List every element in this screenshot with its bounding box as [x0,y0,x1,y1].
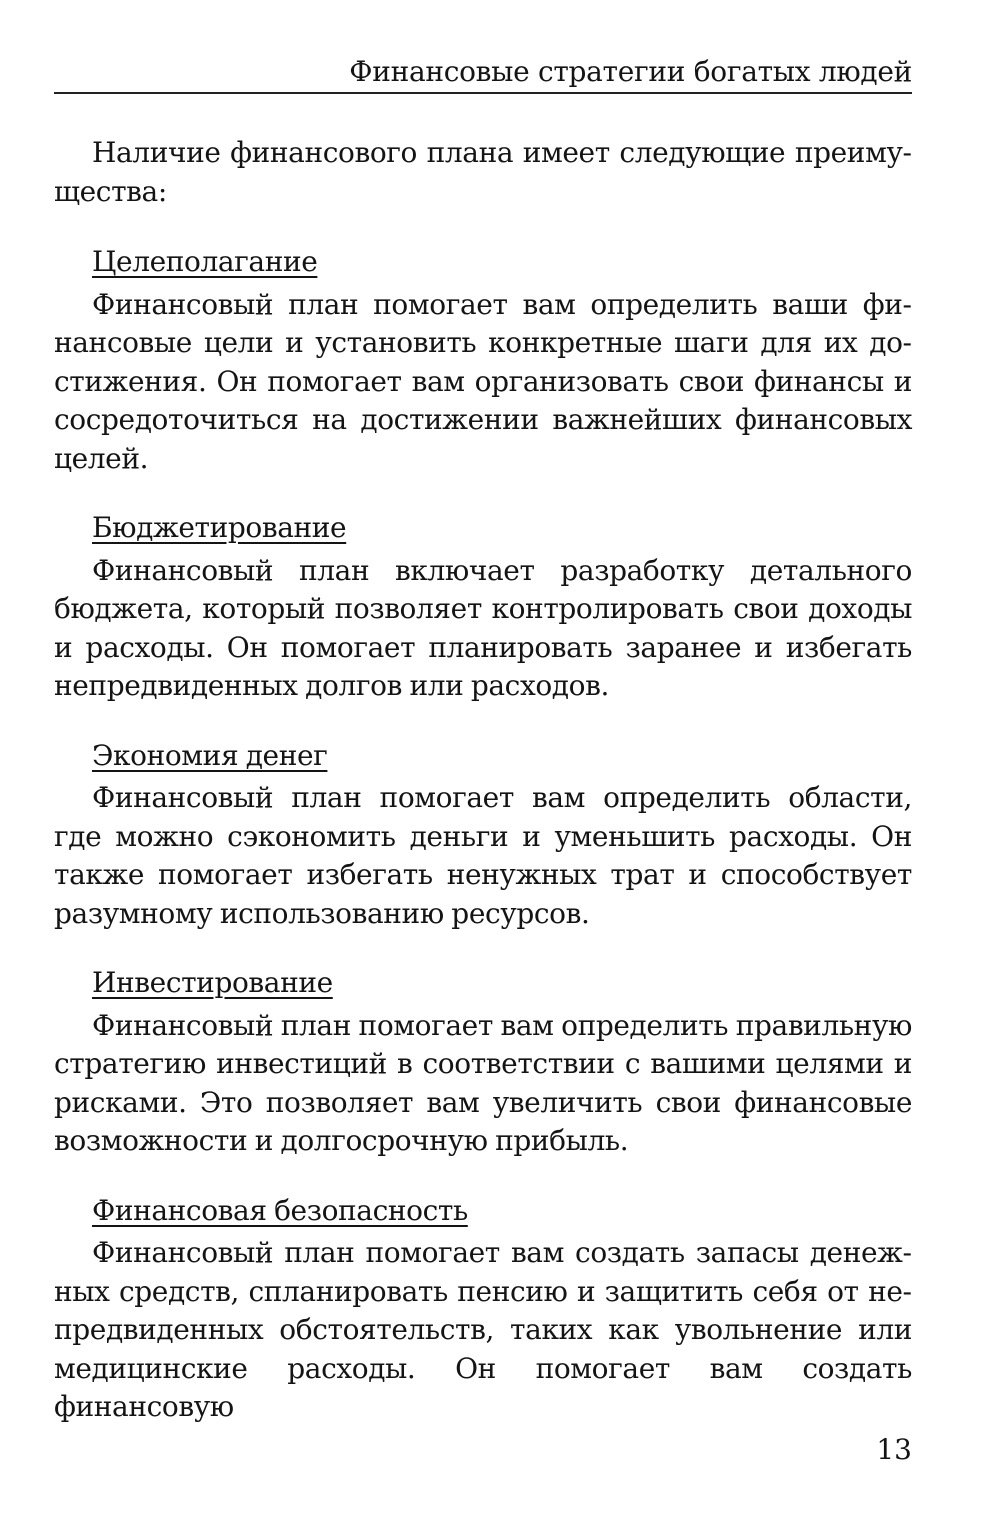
page-number: 13 [876,1433,912,1466]
section-title-goal-setting: Целеполагание [92,245,318,278]
section-text-investing: Финансовый план помогает вам определить правильную стратегию инвестиций в соответствии с вашими целями и рисками. Это позволяет вам увеличить свои финансовые возможности и долгосрочную прибыль. [54,1008,912,1157]
running-head: Финансовые стратегии богатых людей [349,55,912,88]
section-title-investing: Инвестирование [92,966,333,999]
section-title-budgeting: Бюджетирование [92,511,347,544]
section-title-saving-money: Экономия денег [92,738,328,772]
section-title-financial-security: Финансовая безопасность [92,1193,468,1227]
page-body [54,134,912,1427]
section-text-goal-setting: Финансовый план помогает вам определить ваши финансовые цели и установить конкретные шаги для их достижения. Он помогает вам организовать свои финансы и сосредоточиться на достижении важнейших финансовых целей. [54,287,912,475]
header-rule [54,92,912,94]
section-text-financial-security: Финансовый план помогает вам создать запасы денежных средств, спланировать пенсию и защитить себя от непредвиденных обстоятельств, таких как увольнение или медицинские расходы. Он помогает вам создать финансовую [54,1236,912,1423]
section-text-budgeting: Финансовый план включает разработку детального бюджета, который позволяет контролировать свои доходы и расходы. Он помогает планировать заранее и избегать непредвиденных долгов или расходов. [54,553,912,702]
intro-paragraph: Наличие финансового плана имеет следующие преимущества: [54,136,912,208]
section-text-saving-money: Финансовый план помогает вам определить области, где можно сэкономить деньги и уменьшить расходы. Он также помогает избегать ненужных трат и способствует разумному использованию ресурсов. [54,781,912,930]
